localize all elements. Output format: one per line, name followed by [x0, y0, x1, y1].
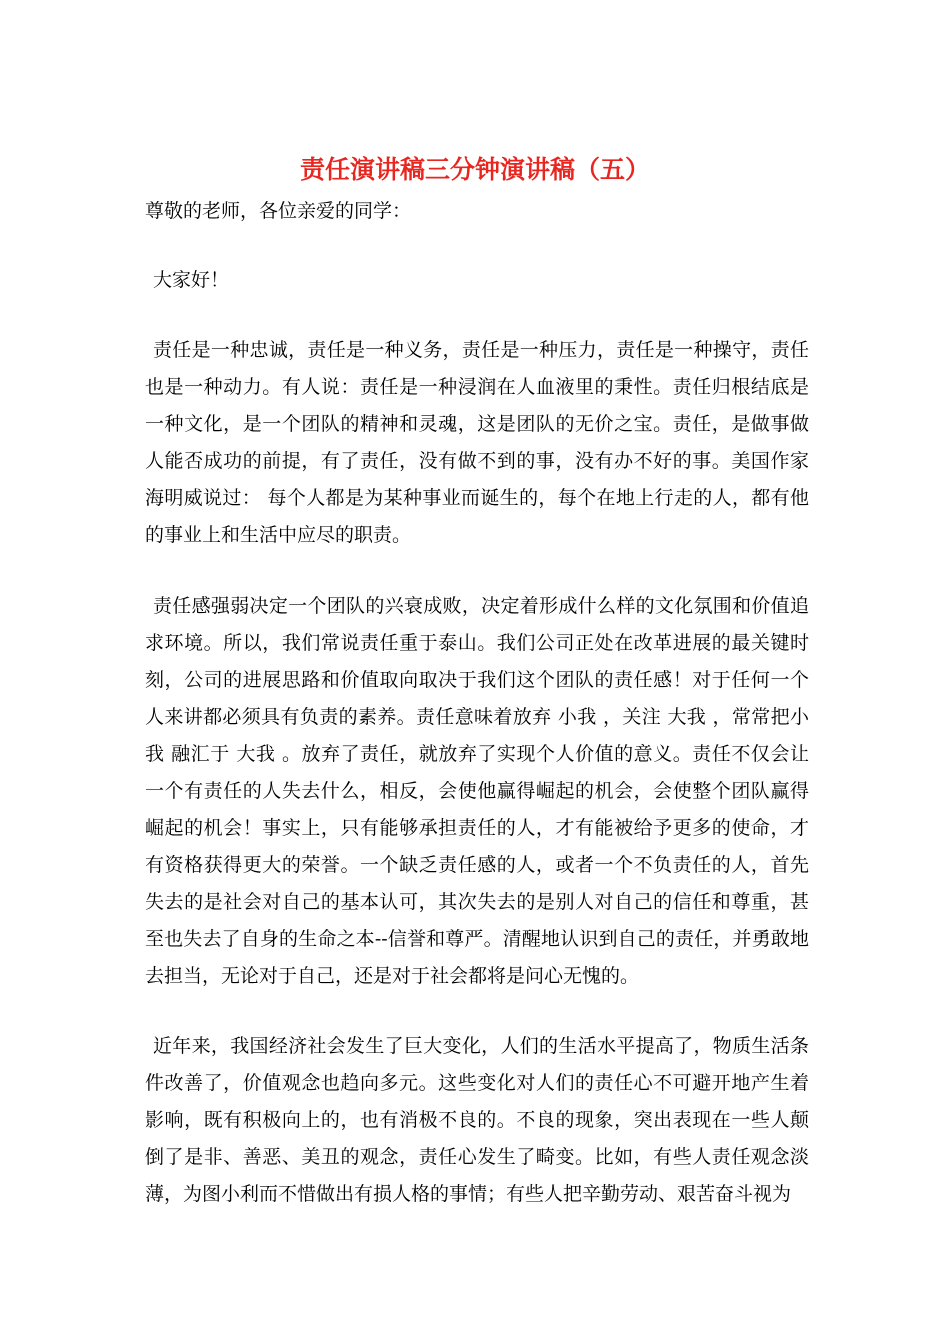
salutation: 尊敬的老师，各位亲爱的同学： — [145, 200, 412, 222]
paragraph-2: 责任感强弱决定一个团队的兴衰成败，决定着形成什么样的文化氛围和价值追求环境。所以，我们常说责任重于泰山。我们公司正处在改革进展的最关键时刻，公司的进展思路和价值取向取决于我们这个团队的责任感！对于任何一个人来讲都必须具有负责的素养。责任意味着放弃 小我 ，关注 大我 ，常常把小我 融汇于 大我 。放弃了责任，就放弃了实现个人价值的意义。责任不仅会让一个有责任的人失去什么，相反，会使他赢得崛起的机会，会使整个团队赢得崛起的机会！事实上，只有能够承担责任的人，才有能被给予更多的使命，才有资格获得更大的荣誉。一个缺乏责任感的人，或者一个不负责任的人，首先失去的是社会对自己的基本认可，其次失去的是别人对自己的信任和尊重，甚至也失去了自身的生命之本--信誉和尊严。清醒地认识到自己的责任，并勇敢地去担当，无论对于自己，还是对于社会都将是问心无愧的。 — [145, 595, 809, 987]
greeting: 大家好！ — [153, 269, 230, 291]
paragraph-3: 近年来，我国经济社会发生了巨大变化，人们的生活水平提高了，物质生活条件改善了，价值观念也趋向多元。这些变化对人们的责任心不可避开地产生着影响，既有积极向上的，也有消极不良的。不良的现象，突出表现在一些人颠倒了是非、善恶、美丑的观念，责任心发生了畸变。比如，有些人责任观念淡薄，为图小利而不惜做出有损人格的事情；有些人把辛勤劳动、艰苦奋斗视为 — [145, 1035, 809, 1205]
paragraph-1: 责任是一种忠诚，责任是一种义务，责任是一种压力，责任是一种操守，责任也是一种动力。有人说：责任是一种浸润在人血液里的秉性。责任归根结底是一种文化，是一个团队的精神和灵魂，这是团队的无价之宝。责任，是做事做人能否成功的前提，有了责任，没有做不到的事，没有办不好的事。美国作家海明威说过： 每个人都是为某种事业而诞生的，每个在地上行走的人，都有他的事业上和生活中应尽的职责。 — [145, 339, 809, 546]
document-title: 责任演讲稿三分钟演讲稿（五） — [299, 155, 650, 184]
